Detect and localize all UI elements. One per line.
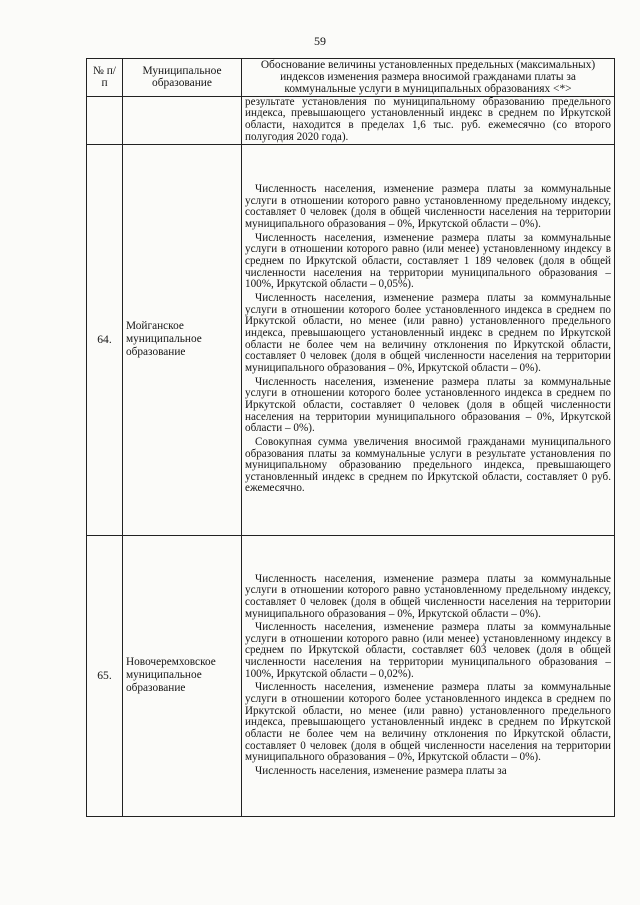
table-row [87, 144, 615, 535]
row-municipality: Мойганское муниципальное образование [123, 144, 242, 535]
row-number: 64. [87, 144, 123, 535]
header-number: № п/п [87, 59, 123, 97]
row-number [87, 96, 123, 144]
header-municipality: Муниципальное образование [123, 59, 242, 97]
justification-paragraph: Численность населения, изменение размера платы за коммунальные услуги в отношении которого более установленного индекса в среднем по Иркутской области, но менее (или равно) установленного предельного индекса, превышающего установленный индекс в среднем по Иркутской области не более чем на величину отклонения по Иркутской области, составляет 0 человек (доля в общей численности населения на территории муниципального образования – 0%, Иркутской области – 0%). [245, 681, 611, 764]
justification-paragraph: результате установления по муниципальному образованию предельного индекса, превышающего установленный индекс в среднем по Иркутской области, находится в пределах 1,6 тыс. руб. ежемесячно (со второго полугодия 2020 года). [245, 95, 611, 143]
index-justification-table [86, 58, 615, 817]
page-number: 59 [314, 34, 326, 48]
justification-paragraph: Численность населения, изменение размера платы за [255, 765, 507, 778]
row-municipality [123, 96, 242, 144]
justification-paragraph: Численность населения, изменение размера платы за коммунальные услуги в отношении которого равно (или менее) установленному индексу в среднем по Иркутской области, составляет 603 человек (доля в общей численности населения на территории муниципального образования – 100%, Иркутской области – 0,02%). [245, 621, 611, 680]
justification-paragraph: Численность населения, изменение размера платы за коммунальные услуги в отношении которого более установленного индекса в среднем по Иркутской области, составляет 0 человек (доля в общей численности населения на территории муниципального образования – 0%, Иркутской области – 0%). [245, 375, 611, 435]
row-justification [242, 144, 615, 535]
row-number: 65. [87, 535, 123, 816]
justification-paragraph: Численность населения, изменение размера платы за коммунальные услуги в отношении которого равно (или менее) установленному индексу в среднем по Иркутской области, составляет 1 189 человек (доля в общей численности населения на территории муниципального образования – 100%, Иркутской области – 0,05%). [245, 231, 611, 291]
row-justification [242, 535, 615, 816]
table-header-row [87, 59, 615, 97]
justification-paragraph: Численность населения, изменение размера платы за коммунальные услуги в отношении которого более установленного индекса в среднем по Иркутской области, но менее (или равно) установленного предельного индекса, превышающего установленный индекс в среднем по Иркутской области не более чем на величину отклонения по Иркутской области, составляет 0 человек (доля в общей численности населения на территории муниципального образования – 0%, Иркутской области – 0%). [245, 291, 611, 374]
table-row [87, 96, 615, 144]
row-municipality: Новочеремховское муниципальное образование [123, 535, 242, 816]
row-justification [242, 96, 615, 144]
justification-paragraph: Численность населения, изменение размера платы за коммунальные услуги в отношении которого равно установленному предельному индексу, составляет 0 человек (доля в общей численности населения на территории муниципального образования – 0%, Иркутской области – 0%). [245, 183, 611, 231]
header-justification: Обоснование величины установленных предельных (максимальных) индексов изменения размера вносимой гражданами платы за коммунальные услуги в муниципальных образованиях <*> [242, 59, 615, 97]
justification-paragraph: Численность населения, изменение размера платы за коммунальные услуги в отношении которого равно установленному предельному индексу, составляет 0 человек (доля в общей численности населения на территории муниципального образования – 0%, Иркутской области – 0%). [245, 572, 611, 620]
table-row [87, 535, 615, 816]
justification-paragraph: Совокупная сумма увеличения вносимой гражданами муниципального образования платы за коммунальные услуги в результате установления по муниципальному образованию предельного индекса, превышающего установленный индекс в среднем по Иркутской области, составляет 0 руб. ежемесячно. [245, 435, 611, 495]
